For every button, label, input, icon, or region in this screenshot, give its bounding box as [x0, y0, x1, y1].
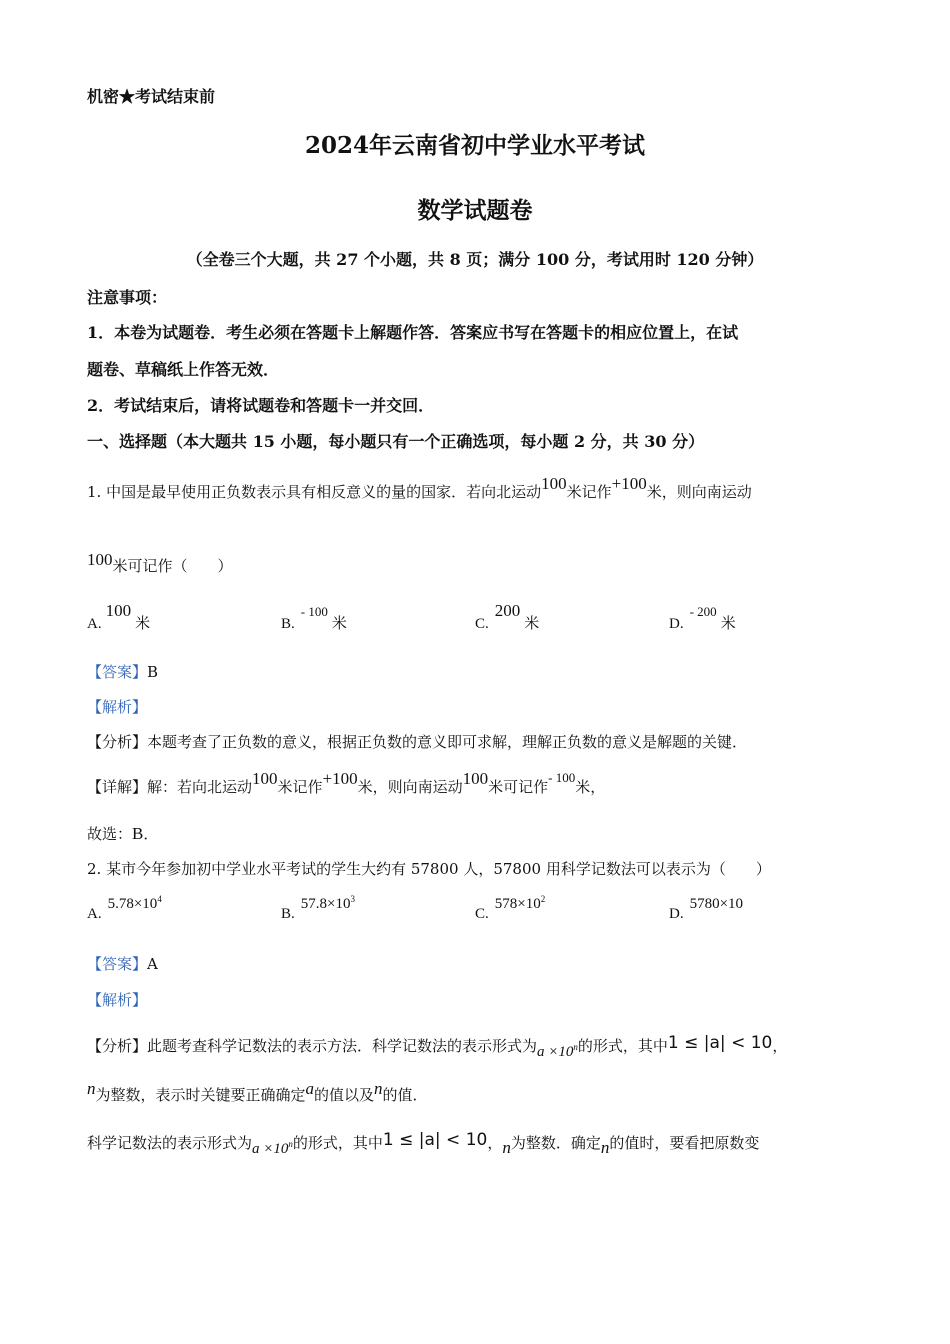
- q1-option-c: [475, 601, 540, 633]
- fenxi-text: 本题考查了正负数的意义，根据正负数的意义即可求解，理解正负数的意义是解题的关键．: [147, 733, 748, 751]
- option-base: 578×10: [494, 896, 541, 912]
- formula-base: a ×10: [252, 1141, 289, 1157]
- exam-scope: （全卷三个大题，共 27 个小题，共 8 页；满分 100 分，考试用时 120 分钟）: [186, 250, 764, 269]
- answer-value: B: [147, 663, 159, 681]
- q1-stem: [87, 474, 752, 502]
- conclusion-text: 故选：: [87, 825, 133, 843]
- option-letter: C.: [475, 616, 489, 632]
- q1-value-plus100: +100: [611, 474, 647, 493]
- notice-heading: 注意事项：: [87, 288, 168, 307]
- explanation-text: 为整数．确定: [510, 1134, 601, 1152]
- option-unit: 米: [720, 614, 736, 632]
- q2-stem: 2. 某市今年参加初中学业水平考试的学生大约有 57800 人，57800 用科学记数法可以表示为（ ）: [87, 860, 771, 878]
- option-exponent: 3: [350, 894, 355, 904]
- formula-exponent: n: [288, 1139, 293, 1149]
- notice-item-1: 1．本卷为试题卷．考生必须在答题卡上解题作答．答案应书写在答题卡的相应位置上，在试: [87, 323, 739, 342]
- q2-fenxi-line2: [87, 1079, 428, 1105]
- variable-n: n: [502, 1138, 511, 1157]
- inequality: 1 ≤ |a| < 10: [667, 1033, 773, 1053]
- fenxi-text: 为整数，表示时关键要正确确定: [95, 1086, 306, 1104]
- q1-value-100: 100: [87, 550, 113, 569]
- option-letter: A.: [87, 906, 102, 922]
- q1-stem-text: 米记作: [566, 483, 612, 501]
- xiangjie-value: 100: [252, 769, 278, 788]
- q1-answer: [87, 661, 158, 682]
- q2-option-c: [475, 894, 546, 923]
- variable-a: a: [305, 1079, 315, 1098]
- q2-fenxi: [87, 1033, 788, 1060]
- conclusion-text: ．: [143, 825, 159, 843]
- conclusion-choice: B: [132, 824, 144, 843]
- xiangjie-text: 米可记作: [488, 778, 549, 796]
- q2-option-b: [281, 894, 355, 923]
- q1-option-b: [281, 604, 347, 633]
- option-exponent: 2: [540, 894, 546, 904]
- option-letter: A.: [87, 616, 102, 632]
- q1-value-100: 100: [541, 474, 567, 493]
- answer-value: A: [147, 955, 158, 973]
- q1-option-a: [87, 601, 151, 633]
- option-letter: B.: [281, 616, 295, 632]
- fenxi-text: 此题考查科学记数法的表示方法．科学记数法的表示形式为: [147, 1037, 538, 1055]
- formula: [252, 1141, 293, 1157]
- formula: [537, 1044, 578, 1060]
- option-value: - 200: [689, 604, 717, 619]
- q1-stem-line2: [87, 550, 233, 576]
- option-base: 5.78×10: [107, 896, 158, 912]
- q1-stem-text: 米，则向南运动: [646, 483, 752, 501]
- notice-item-1-cont: 题卷、草稿纸上作答无效．: [87, 360, 280, 379]
- explanation-text: 科学记数法的表示形式为: [87, 1134, 253, 1152]
- option-letter: B.: [281, 906, 295, 922]
- option-base: 57.8×10: [300, 896, 351, 912]
- explanation-text: ，: [487, 1134, 503, 1152]
- xiangjie-tag: 【详解】: [87, 778, 148, 796]
- option-exponent: 4: [157, 894, 162, 904]
- variable-n: n: [600, 1138, 610, 1157]
- option-letter: C.: [475, 906, 489, 922]
- xiangjie-text: 米记作: [277, 778, 323, 796]
- xiangjie-text: 米，则向南运动: [357, 778, 463, 796]
- q1-fenxi: [87, 731, 747, 752]
- xiangjie-value: +100: [322, 769, 358, 788]
- q2-analysis-tag: 【解析】: [87, 991, 148, 1009]
- explanation-text: 的值时，要看把原数变: [609, 1134, 760, 1152]
- option-value: [690, 896, 743, 912]
- option-letter: D.: [669, 616, 684, 632]
- option-base: 5780×10: [689, 896, 744, 912]
- q1-stem-text: 1. 中国是最早使用正负数表示具有相反意义的量的国家．若向北运动: [87, 483, 542, 501]
- xiangjie-text: 解：若向北运动: [147, 778, 253, 796]
- option-value: [108, 896, 162, 912]
- option-unit: 米: [331, 614, 347, 632]
- formula-base: a ×10: [537, 1044, 574, 1060]
- option-value: - 100: [300, 604, 328, 619]
- paper-subtitle: 数学试题卷: [417, 197, 533, 224]
- notice-item-2: 2．考试结束后，请将试题卷和答题卡一并交回．: [87, 396, 435, 415]
- answer-tag: 【答案】: [87, 663, 148, 681]
- fenxi-text: 的值．: [382, 1086, 428, 1104]
- explanation-text: 的形式，其中: [292, 1134, 383, 1152]
- fenxi-text: 的值以及: [314, 1086, 375, 1104]
- formula-exponent: n: [573, 1042, 578, 1052]
- q2-option-d: [669, 896, 744, 923]
- option-unit: 米: [524, 614, 540, 632]
- q2-option-a: [87, 894, 162, 923]
- option-letter: D.: [669, 906, 684, 922]
- answer-tag: 【答案】: [87, 955, 148, 973]
- inequality: 1 ≤ |a| < 10: [382, 1130, 488, 1150]
- q1-option-d: [669, 604, 736, 633]
- q1-stem-text: 米可记作（ ）: [112, 557, 233, 575]
- xiangjie-text: 米，: [575, 778, 606, 796]
- variable-n: n: [374, 1079, 383, 1098]
- q2-explanation: [87, 1130, 760, 1157]
- q1-xiangjie: [87, 769, 606, 797]
- xiangjie-value: - 100: [548, 770, 576, 785]
- exam-title: 2024年云南省初中学业水平考试: [304, 132, 645, 159]
- q1-conclusion: [87, 823, 158, 844]
- q1-analysis-tag: 【解析】: [87, 698, 148, 716]
- option-value: [301, 896, 355, 912]
- confidential-label: 机密★考试结束前: [87, 87, 216, 106]
- option-value: 200: [494, 601, 521, 620]
- option-value: [495, 896, 545, 912]
- fenxi-tag: 【分析】: [87, 1037, 148, 1055]
- option-value: 100: [105, 601, 132, 620]
- fenxi-text: 的形式，其中: [577, 1037, 668, 1055]
- variable-n: n: [87, 1079, 96, 1098]
- fenxi-text: ，: [772, 1037, 788, 1055]
- option-unit: 米: [135, 614, 151, 632]
- q2-answer: [87, 953, 158, 974]
- section-1-heading: 一、选择题（本大题共 15 小题，每小题只有一个正确选项，每小题 2 分，共 30 分）: [87, 432, 705, 451]
- xiangjie-value: 100: [462, 769, 489, 788]
- fenxi-tag: 【分析】: [87, 733, 148, 751]
